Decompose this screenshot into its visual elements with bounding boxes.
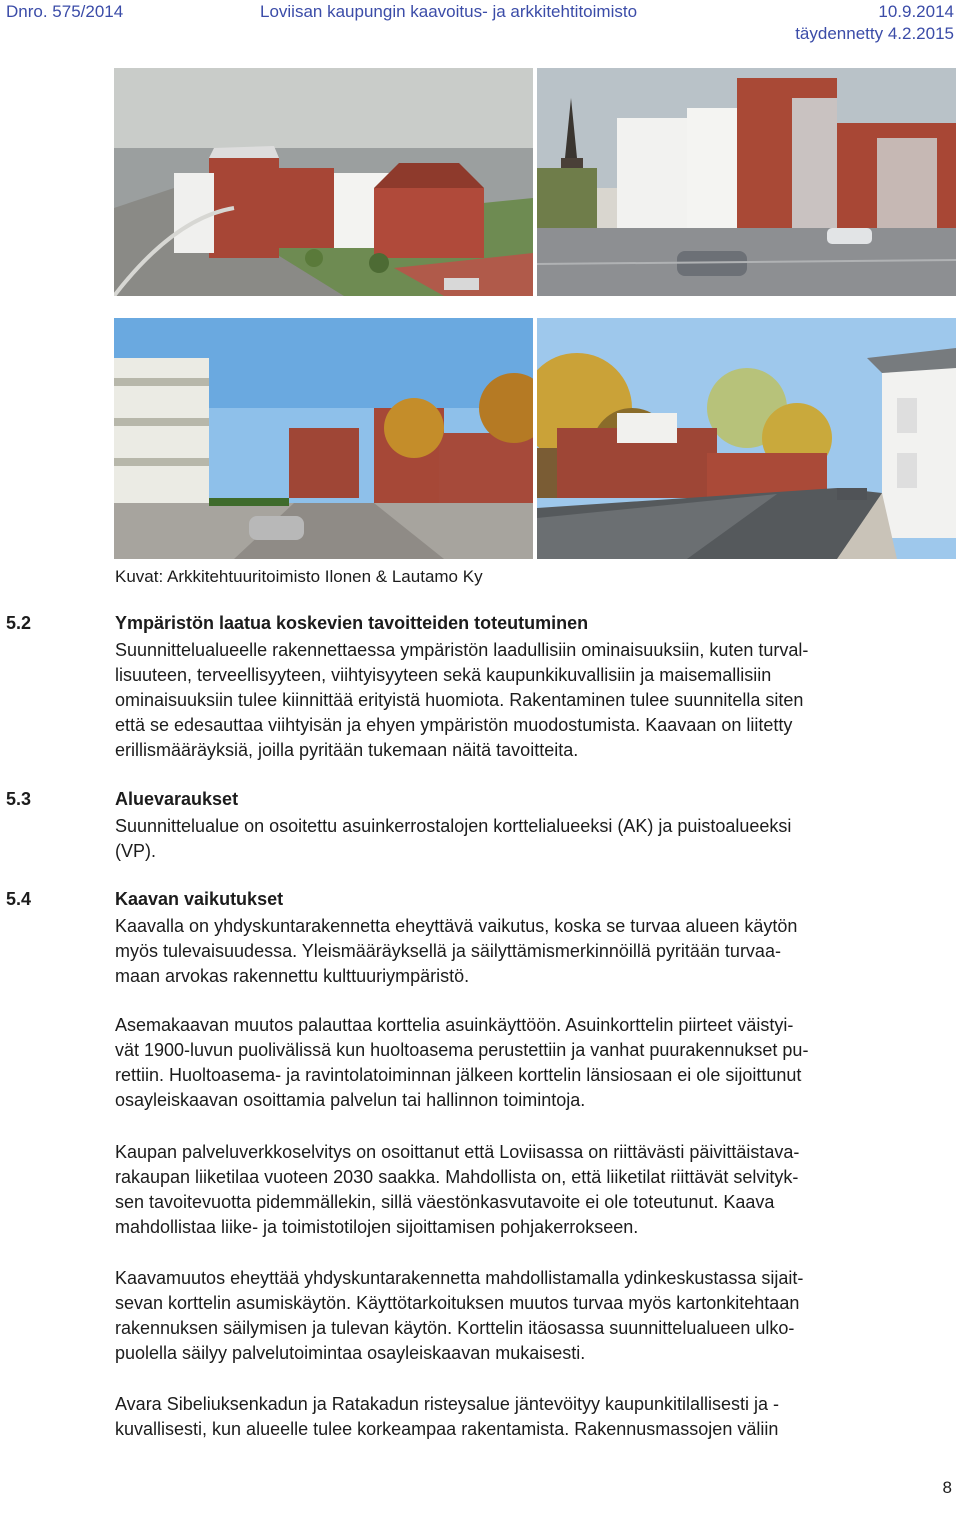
text-line: rakennuksen säilymisen ja tulevan käytön. Korttelin itäosassa suunnittelualueen ulko- — [115, 1318, 795, 1338]
page-number: 8 — [942, 1478, 952, 1497]
paragraph — [115, 1140, 950, 1240]
text-line: (VP). — [115, 841, 157, 861]
text-line: Kaavalla on yhdyskuntarakennetta eheyttävä vaikutus, koska se turvaa alueen käytön — [115, 916, 798, 936]
section-number: 5.2 — [6, 613, 32, 633]
rendering-image-3 — [114, 318, 533, 559]
rendering-image-2 — [537, 68, 956, 296]
text-line: mahdollistaa liike- ja toimistotilojen sijoittamisen pohjakerrokseen. — [115, 1217, 639, 1237]
doc-number: Dnro. 575/2014 — [6, 2, 124, 21]
paragraph — [115, 1392, 950, 1442]
paragraph — [115, 1266, 950, 1366]
text-line: Kaavamuutos eheyttää yhdyskuntarakennetta mahdollistamalla ydinkeskustassa sijait- — [115, 1268, 804, 1288]
text-line: erillismääräyksiä, joilla pyritään tukemaan näitä tavoitteita. — [115, 740, 579, 760]
text-line: Asemakaavan muutos palauttaa korttelia asuinkäyttöön. Asuinkorttelin piirteet väistyi- — [115, 1015, 794, 1035]
paragraph — [115, 638, 950, 763]
rendering-image-4 — [537, 318, 956, 559]
text-line: Suunnittelualue on osoitettu asuinkerrostalojen korttelialueeksi (AK) ja puistoalueeksi — [115, 816, 792, 836]
paragraph — [115, 814, 950, 864]
text-line: Suunnittelualueelle rakennettaessa ympäristön laadullisiin ominaisuuksiin, kuten turval- — [115, 640, 809, 660]
page-header — [0, 0, 960, 46]
paragraph — [115, 914, 950, 989]
text-line: lisuuteen, terveellisyyteen, viihtyisyyteen sekä kaupunkikuvallisiin ja maisemallisiin — [115, 665, 772, 685]
rendering-image-1 — [114, 68, 533, 296]
doc-date: 10.9.2014 — [878, 2, 954, 21]
section-number: 5.4 — [6, 889, 32, 909]
text-line: Avara Sibeliuksenkadun ja Ratakadun risteysalue jäntevöityy kaupunkitilallisesti ja - — [115, 1394, 780, 1414]
text-line: vät 1900-luvun puolivälissä kun huoltoasema perustettiin ja vanhat puurakennukset pu- — [115, 1040, 809, 1060]
section-title: Aluevaraukset — [115, 789, 239, 809]
text-line: sevan korttelin asumiskäytön. Käyttötarkoituksen muutos turvaa myös kartonkitehtaan — [115, 1293, 800, 1313]
text-line: että se edesauttaa viihtyisän ja ehyen ympäristön muodostumista. Kaavaan on liitetty — [115, 715, 793, 735]
text-line: osayleiskaavan osoittamia palvelun tai hallinnon toimintoja. — [115, 1090, 586, 1110]
section-title: Ympäristön laatua koskevien tavoitteiden toteutuminen — [115, 613, 589, 633]
paragraph — [115, 1013, 950, 1113]
text-line: ominaisuuksiin tulee kiinnittää erityistä huomiota. Rakentaminen tulee suunnitella siten — [115, 690, 804, 710]
text-line: myös tulevaisuudessa. Yleismääräyksellä ja säilyttämismerkinnöillä pyritään turvaa- — [115, 941, 781, 961]
text-line: Kaupan palveluverkkoselvitys on osoittanut että Loviisassa on riittävästi päivittäistava- — [115, 1142, 800, 1162]
text-line: puolella säilyy palvelutoimintaa osayleiskaavan mukaisesti. — [115, 1343, 586, 1363]
text-line: kuvallisesti, kun alueelle tulee korkeampaa rakentamista. Rakennusmassojen väliin — [115, 1419, 779, 1439]
section-title: Kaavan vaikutukset — [115, 889, 284, 909]
image-caption: Kuvat: Arkkitehtuuritoimisto Ilonen & Lautamo Ky — [115, 567, 483, 586]
text-line: sen tavoitevuotta pidemmällekin, sillä väestönkasvutavoite ei ole toteutunut. Kaava — [115, 1192, 775, 1212]
section-number: 5.3 — [6, 789, 32, 809]
text-line: rettiin. Huoltoasema- ja ravintolatoiminnan jälkeen korttelin länsiosaan ei ole sijoittunut — [115, 1065, 802, 1085]
text-line: rakaupan liiketilaa vuoteen 2030 saakka. Mahdollista on, että liiketilat riittävät selvityk- — [115, 1167, 799, 1187]
text-line: maan arvokas rakennettu kulttuuriympäristö. — [115, 966, 470, 986]
doc-updated: täydennetty 4.2.2015 — [795, 24, 954, 43]
office-name: Loviisan kaupungin kaavoitus- ja arkkitehtitoimisto — [260, 2, 638, 21]
